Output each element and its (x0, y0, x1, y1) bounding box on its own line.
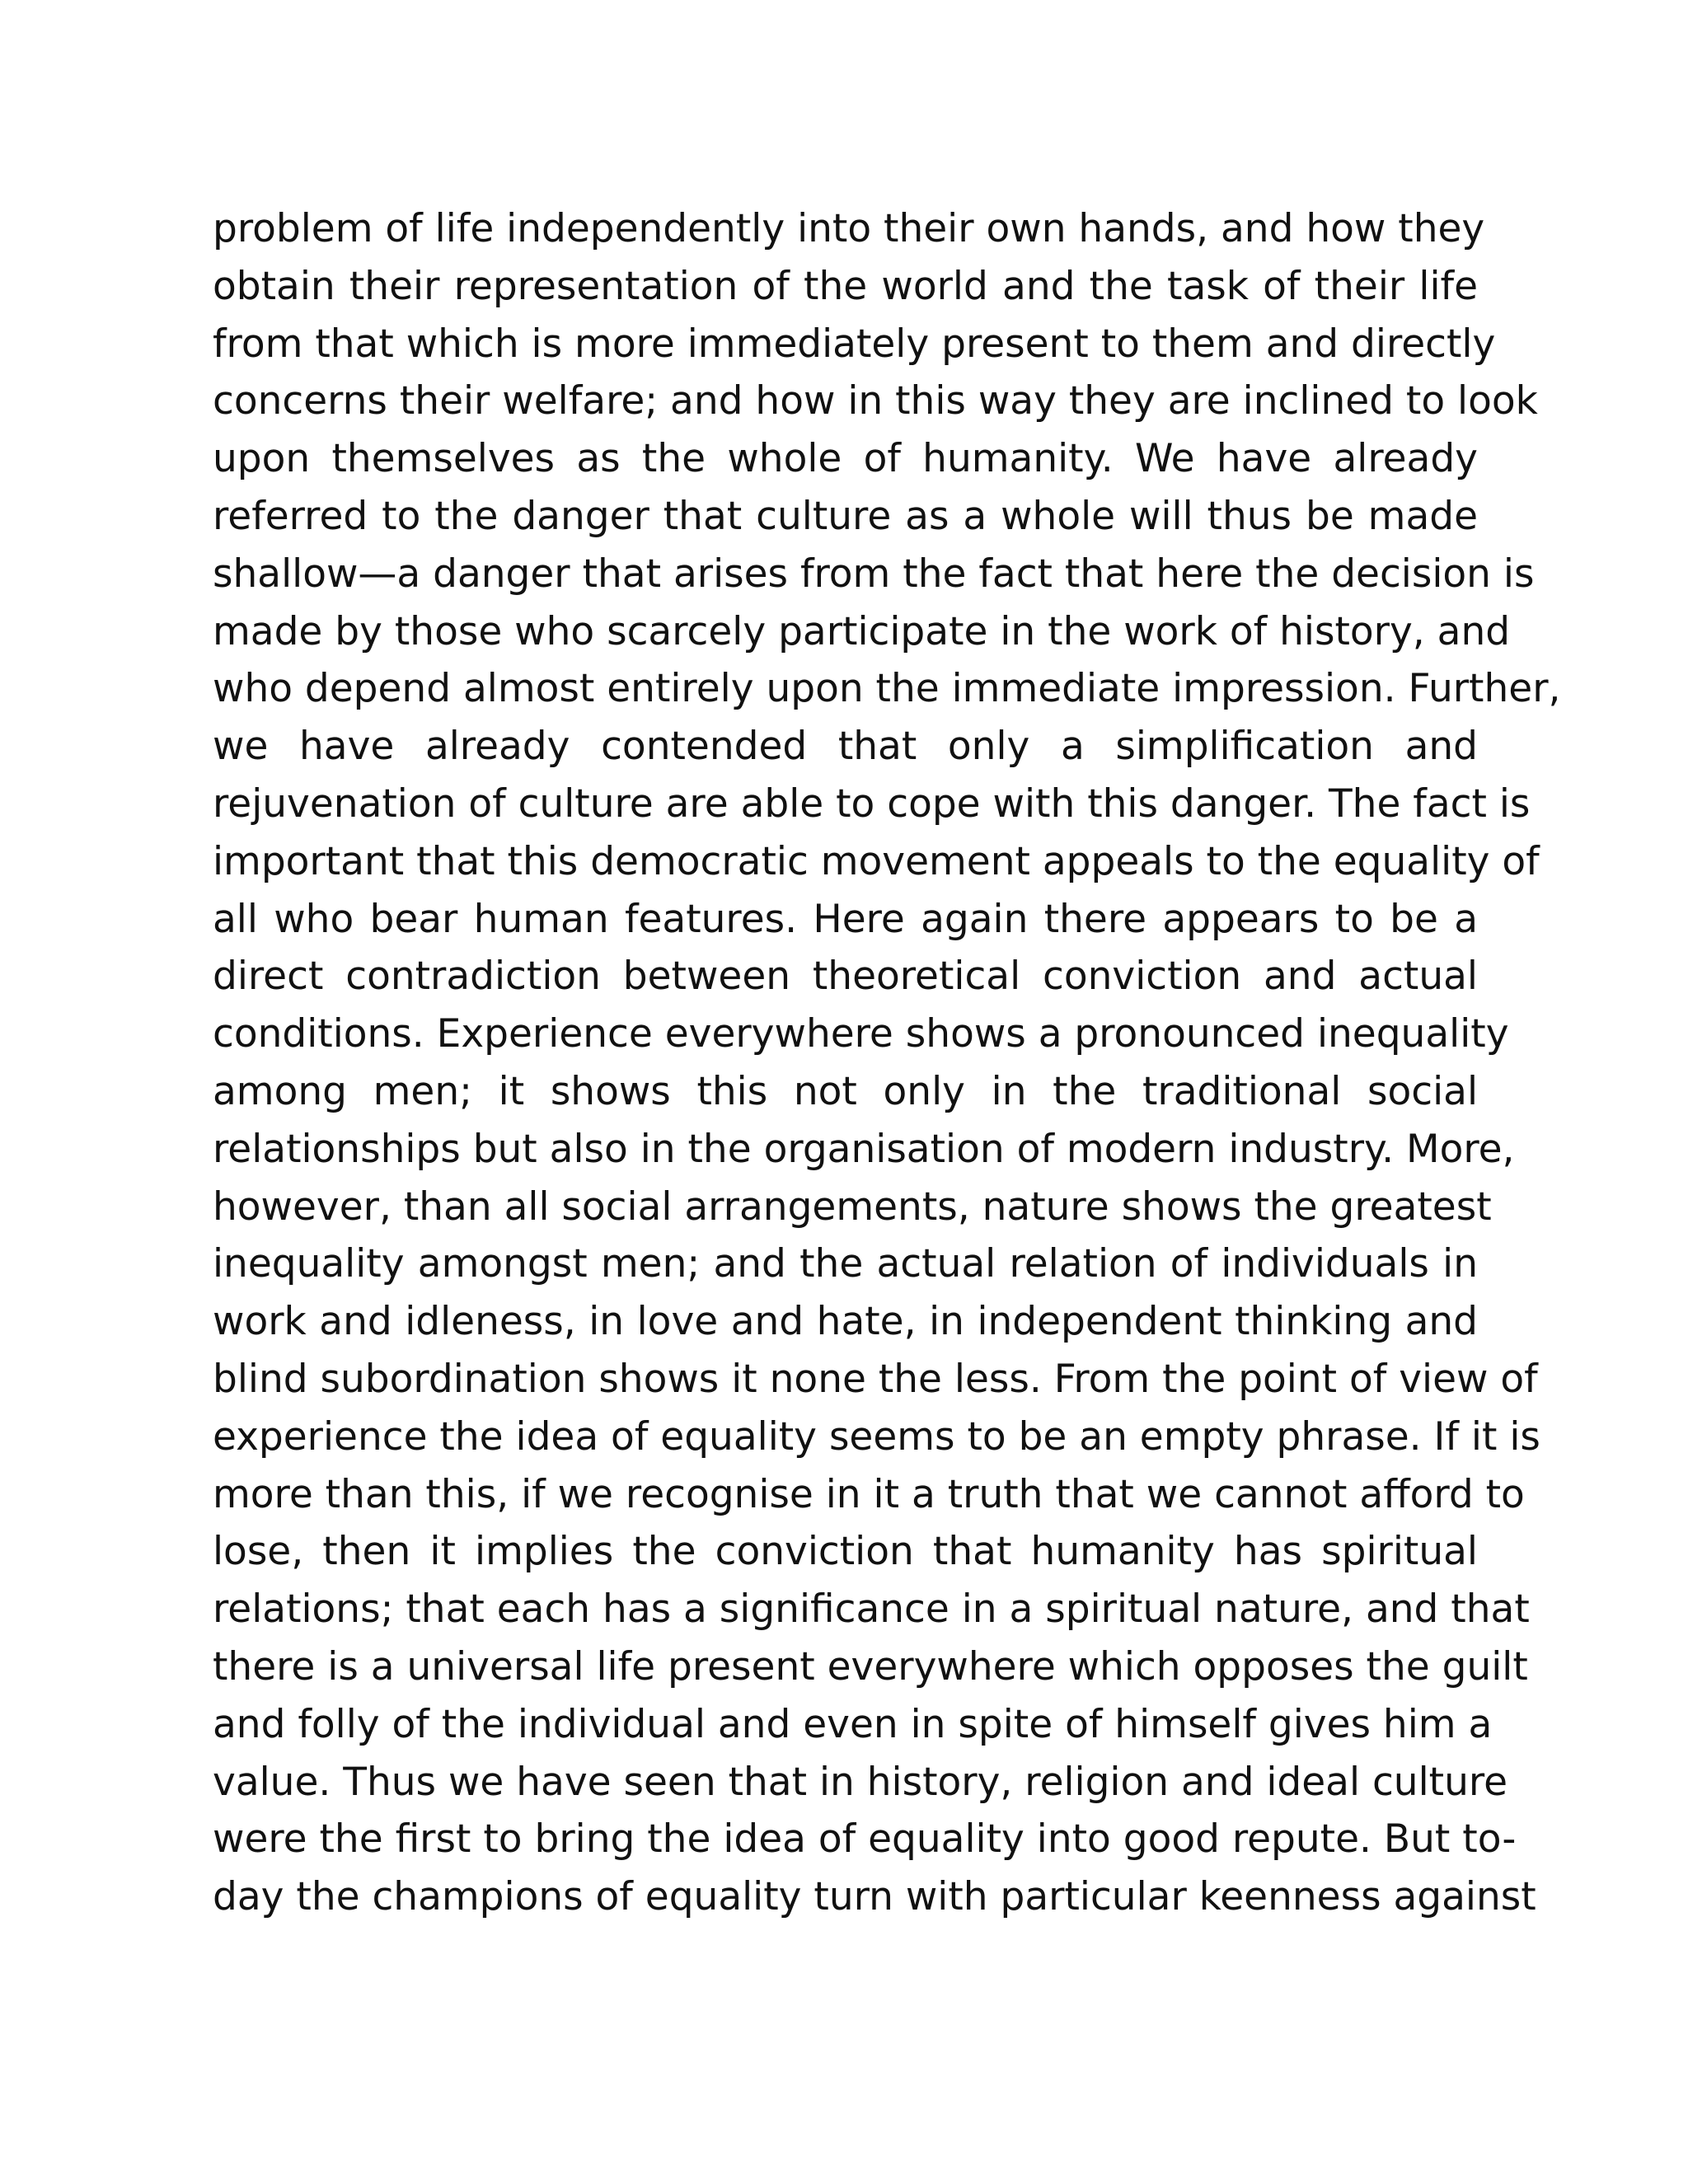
text-line: and folly of the individual and even in spite of himself gives him a (213, 1701, 1493, 1747)
text-line: all who bear human features. Here again there appears to be a (213, 896, 1478, 942)
text-line: value. Thus we have seen that in history, religion and ideal culture (213, 1759, 1508, 1805)
text-line: upon themselves as the whole of humanity. We have already (213, 436, 1478, 482)
text-line: conditions. Experience everywhere shows a pronounced inequality (213, 1011, 1509, 1057)
text-line: among men; it shows this not only in the traditional social (213, 1068, 1478, 1114)
text-line: more than this, if we recognise in it a truth that we cannot afford to (213, 1471, 1525, 1517)
text-line: shallow—a danger that arises from the fact that here the decision is (213, 551, 1535, 597)
text-line: referred to the danger that culture as a whole will thus be made (213, 493, 1478, 539)
text-line: from that which is more immediately present to them and directly (213, 321, 1496, 367)
text-line: relations; that each has a significance in a spiritual nature, and that (213, 1586, 1530, 1633)
body-text (213, 200, 1561, 1926)
text-line: who depend almost entirely upon the immediate impression. Further, (213, 666, 1561, 712)
text-line: made by those who scarcely participate in the work of history, and (213, 608, 1511, 654)
text-line: obtain their representation of the world and the task of their life (213, 263, 1478, 309)
text-line: rejuvenation of culture are able to cope with this danger. The fact is (213, 780, 1531, 827)
text-line: concerns their welfare; and how in this way they are inclined to look (213, 378, 1538, 424)
text-line: relationships but also in the organisation of modern industry. More, (213, 1126, 1515, 1172)
text-line: lose, then it implies the conviction that humanity has spiritual (213, 1529, 1478, 1575)
text-line: direct contradiction between theoretical conviction and actual (213, 954, 1478, 1000)
text-line: experience the idea of equality seems to be an empty phrase. If it is (213, 1413, 1540, 1460)
text-line: however, than all social arrangements, nature shows the greatest (213, 1183, 1492, 1230)
text-line: important that this democratic movement appeals to the equality of (213, 838, 1540, 884)
text-line: problem of life independently into their own hands, and how they (213, 206, 1485, 251)
text-line: inequality amongst men; and the actual relation of individuals in (213, 1241, 1478, 1287)
text-line: blind subordination shows it none the less. From the point of view of (213, 1356, 1538, 1402)
text-line: we have already contended that only a simplification and (213, 724, 1478, 770)
text-line: day the champions of equality turn with particular keenness against (213, 1874, 1536, 1920)
text-line: there is a universal life present everywhere which opposes the guilt (213, 1643, 1528, 1690)
text-line: were the first to bring the idea of equality into good repute. But to- (213, 1816, 1517, 1863)
text-line: work and idleness, in love and hate, in independent thinking and (213, 1299, 1478, 1345)
